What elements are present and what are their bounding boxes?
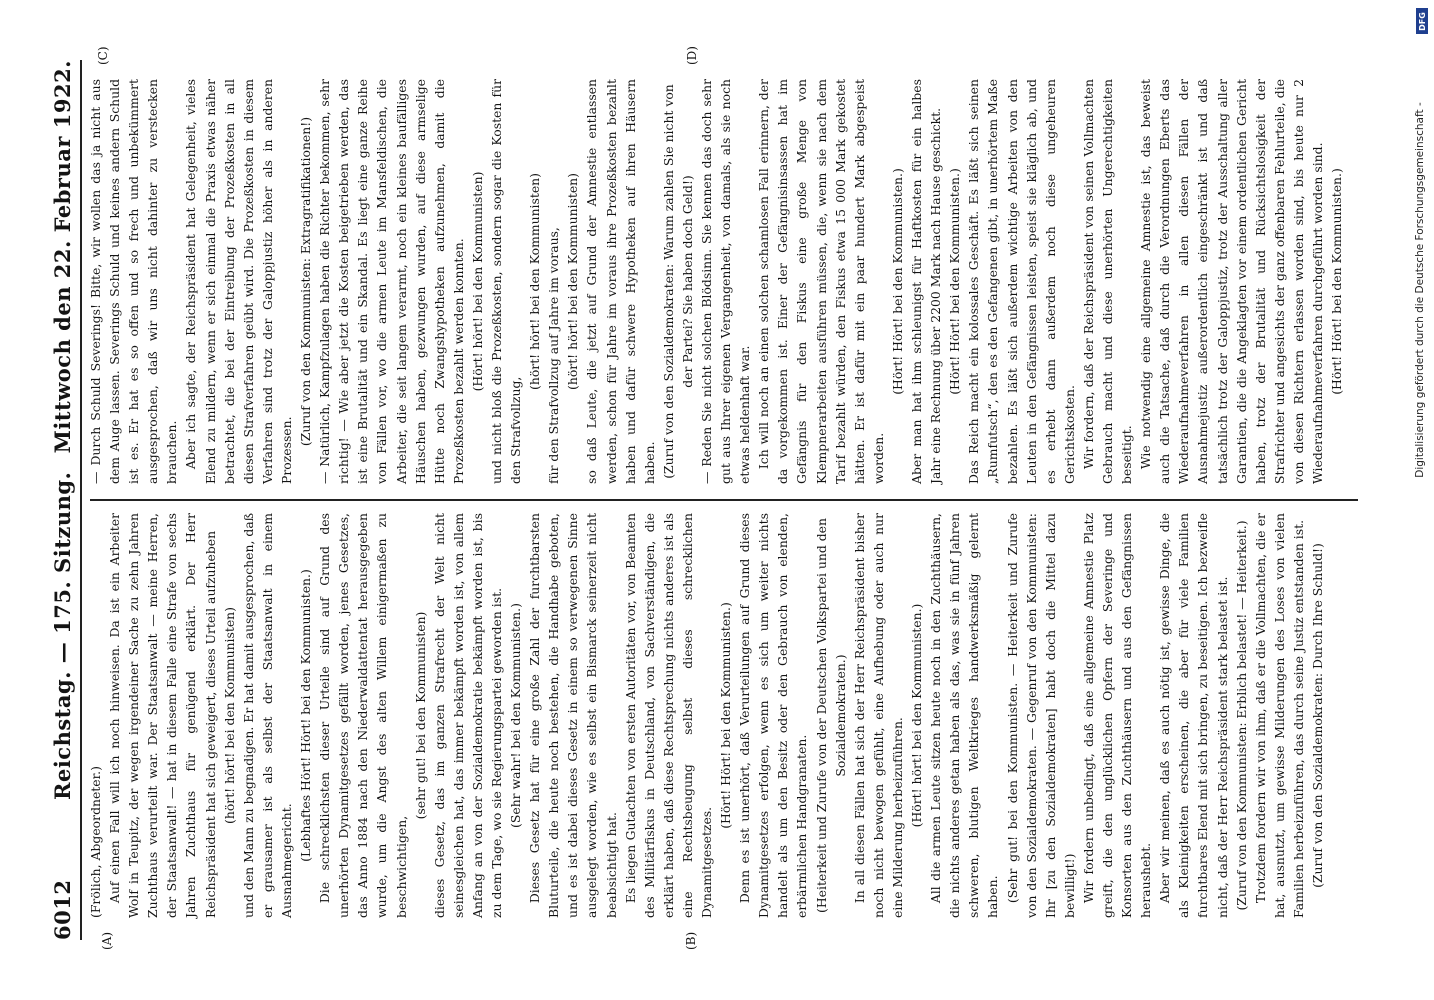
session-date: Mittwoch den 22. Februar 1922.	[50, 60, 75, 454]
paragraph: so daß Leute, die jetzt auf Grund der Amnestie entlassen werden, schon für Jahre im voraus ihre Prozeßkosten bezahlt haben und dafür schwere Hypotheken auf ihren Häusern haben.	[584, 79, 657, 484]
paragraph: Trotzdem fordern wir von ihm, daß er die Vollmachten, die er hat, ausnutzt, um gewisse Milderungen des Loses von vielen Familien herbeizuführen, das durch seine Justiz entstanden ist.	[1252, 513, 1306, 918]
interjection: (Hört! Hört! bei den Kommunisten.)	[947, 168, 963, 395]
paragraph: Auf einen Fall will ich noch hinweisen. Da ist ein Arbeiter Wolf in Teupitz, der wegen irgendeiner Sache zu zehn Jahren Zuchthaus verurteilt war. Der Staatsanwalt — meine Herren, der Staatsanwalt! — hat in diesem Falle eine Strafe von sechs Jahren Zuchthaus für genügend erklärt. Der Herr Reichspräsident hat sich geweigert, dieses Urteil aufzuheben	[107, 513, 218, 918]
paragraph: für den Strafvollzug auf Jahre im voraus,	[546, 227, 562, 484]
dfg-logo-text: DFG	[1417, 11, 1427, 31]
paragraph: — Durch Schuld Severings! Bitte, wir wollen das ja nicht aus dem Auge lassen. Severings Schuld und keines andern Schuld ist es. Er hat es so offen und so frech und unbekümmert ausgesprochen, daß wir uns nicht dahinter zu verstecken brauchen.	[88, 79, 180, 484]
interjection: (Heiterkeit und Zurufe von der Deutschen Volkspartei und den Sozialdemokraten.)	[813, 518, 848, 913]
session-title: Reichstag. — 175. Sitzung.	[50, 471, 75, 800]
interjection: (hört! hört! bei den Kommunisten)	[221, 607, 237, 824]
paragraph: Es liegen Gutachten von ersten Autoritäten vor, von Beamten des Militärfiskus in Deutschland, von Sachverständigen, die erklärt haben, daß diese Rechtsprechung nichts anderes ist als eine Rechtsbeugung selbst dieses schrecklichen Dynamitgesetzes.	[622, 513, 714, 918]
paragraph: Wie notwendig eine allgemeine Amnestie ist, das beweist auch die Tatsache, daß durch die Verordnungen Eberts das Wiederaufnahmeverfahren in allen diesen Fällen der Ausnahmejustiz außerordentlich eingeschränkt ist und daß tatsächlich trotz der Galoppjustiz, trotz der Ausschaltung aller Garantien, die die Angeklagten vor einem ordentlichen Gericht haben, trotz der Brutalität und Rücksichtslosigkeit der Strafrichter und angesichts der ganz offenbaren Fehlurteile, die von diesen Richtern erlassen worden sind, bis heute nur 2 Wiederaufnahmeverfahren durchgeführt worden sind.	[1138, 79, 1325, 484]
column-divider	[90, 499, 1358, 501]
interjection: (Zuruf von den Kommunisten: Extragratifikationen!)	[298, 116, 314, 447]
interjection: (Lebhaftes Hört! Hört! bei den Kommunisten.)	[298, 569, 314, 862]
paragraph: — Reden Sie nicht solchen Blödsinn. Sie kennen das doch sehr gut aus Ihrer eigenen Vergangenheit, von damals, als sie noch etwas heldenhaft war.	[699, 79, 753, 484]
interjection: (Hört! Hört! bei den Kommunisten.)	[718, 602, 734, 829]
interjection: (Hört! Hört! bei den Kommunisten.)	[1329, 168, 1345, 395]
interjection: (sehr gut! bei den Kommunisten)	[412, 611, 428, 820]
interjection: (Zuruf von den Kommunisten: Erblich belastet! — Heiterkeit.)	[1233, 520, 1249, 911]
paragraph: Wir fordern, daß der Reichspräsident von seinen Vollmachten Gebrauch macht und diese unerhörten Ungerechtigkeiten beseitigt.	[1080, 79, 1135, 484]
margin-marker-c: (C)	[96, 46, 110, 65]
interjection: (hört! hört! bei den Kommunisten)	[527, 173, 543, 390]
credit-text: Digitalisierung gefördert durch die Deutsche Forschungsgemeinschaft -	[1414, 102, 1426, 478]
interjection: (Hört! hört! bei den Kommunisten.)	[909, 603, 925, 828]
interjection: (Hört! hört! bei den Kommunisten)	[469, 171, 485, 392]
interjection: (hört! hört! bei den Kommunisten)	[565, 173, 581, 390]
digitization-credit	[1410, 10, 1430, 570]
paragraph: und nicht bloß die Prozeßkosten, sondern sogar die Kosten für den Strafvollzug,	[488, 79, 524, 484]
document-page	[40, 30, 1380, 970]
paragraph: Aber ich sagte, der Reichspräsident hat Gelegenheit, vieles Elend zu mildern, wenn er sich einmal die Praxis etwas näher betrachtet, die bei der Eintreibung der Prozeßkosten in all diesen Strafverfahren geübt wird. Die Prozeßkosten in diesem Verfahren sind trotz der Galoppjustiz höher als in anderen Prozessen.	[183, 79, 294, 484]
paragraph: Die schrecklichsten dieser Urteile sind auf Grund des unerhörten Dynamitgesetzes gefällt worden, jenes Gesetzes, das Anno 1884 nach den Niederwaldattentat herausgegeben wurde, um die Angst des alten Willem einigermaßen zu beschwichtigen,	[317, 513, 409, 918]
paragraph: und den Mann zu begnadigen. Er hat damit ausgesprochen, daß er grausamer ist als selbst der Staatsanwalt in einem Ausnahmegericht.	[240, 513, 294, 918]
margin-marker-b: (B)	[684, 931, 698, 950]
paragraph: In all diesen Fällen hat sich der Herr Reichspräsident bisher noch nicht bewogen gefühlt, eine Aufhebung oder auch nur eine Milderung herbeizuführen.	[851, 513, 905, 918]
paragraph: Wir fordern unbedingt, daß eine allgemeine Amnestie Platz greift, die den unglücklichen Opfern der Severinge und Konsorten aus den Zuchthäusern und aus den Gefängnissen heraushebt.	[1080, 513, 1154, 918]
paragraph: All die armen Leute sitzen heute noch in den Zuchthäusern, die nichts anderes getan haben als das, was sie in fünf Jahren schweren, blutigen Weltkrieges handwerksmäßig gelernt haben.	[928, 513, 1001, 918]
paragraph: — Natürlich, Kampfzulagen haben die Richter bekommen, sehr richtig! — Wie aber jetzt die Kosten beigetrieben werden, das ist eine Brutalität und ein Skandal. Es liegt eine ganze Reihe von Fällen vor, wo die armen Leute im Mansfeldischen, die Arbeiter, die seit langem verarmt, noch ein kleines baufälliges Häuschen haben, gezwungen wurden, auf diese armselige Hütte noch Zwangshypotheken aufzunehmen, damit die Prozeßkosten bezahlt werden konnten.	[317, 79, 466, 484]
margin-marker-d: (D)	[685, 46, 699, 65]
paragraph: Ich will noch an einen solchen schamlosen Fall erinnern, der da vorgekommen ist. Einer der Gefängnisinsassen hat im Gefängnis für den Fiskus eine große Menge von Klempnerarbeiten ausführen müssen, die, wenn sie nach dem Tarif bezahlt würden, den Fiskus etwa 15 000 Mark gekostet hätten. Er ist dafür mit ein paar hundert Mark abgespeist worden.	[756, 79, 886, 484]
paragraph: Denn es ist unerhört, daß Verurteilungen auf Grund dieses Dynamitgesetzes erfolgen, wenn es sich um weiter nichts handelt als um den Besitz oder den Gebrauch von elenden, erbärmlichen Handgranaten.	[737, 513, 810, 918]
paragraph: Aber man hat ihm schleunigst für Haftkosten für ein halbes Jahr eine Rechnung über 2200 Mark nach Hause geschickt.	[909, 79, 944, 484]
interjection: (Zuruf von den Sozialdemokraten: Durch Ihre Schuld!)	[1310, 543, 1325, 888]
paragraph: dieses Gesetz, das im ganzen Strafrecht der Welt nicht seinesgleichen hat, das immer bekämpft worden ist, von allem Anfang an von der Sozialdemokratie bekämpft worden ist, bis zu dem Tage, wo sie Regierungspartei geworden ist.	[431, 513, 504, 918]
interjection: (Zuruf von den Sozialdemokraten: Warum zahlen Sie nicht von der Partei? Sie haben doch Geld!)	[660, 84, 695, 479]
margin-marker-a: (A)	[100, 931, 114, 950]
right-column	[86, 79, 1346, 484]
interjection: (Sehr wahr! bei den Kommunisten.)	[508, 603, 524, 828]
interjection: (Sehr gut! bei den Kommunisten. — Heiterkeit und Zurufe von den Sozialdemokraten. — Gegenruf von den Kommunisten: Ihr [zu den Sozialdemokraten] habt doch die Mittel dazu bewilligt!)	[1004, 513, 1077, 918]
page-number: 6012	[50, 879, 75, 940]
left-column	[86, 513, 1327, 918]
paragraph: Das Reich macht ein kolossales Geschäft. Es läßt sich seinen „Rumfutsch“, den es den Gefangenen gibt, in unerhörtem Maße bezahlen. Es läßt sich außerdem wichtige Arbeiten von den Leuten in den Gefängnissen leisten, speist sie kläglich ab, und es erhebt dann außerdem noch diese ungeheuren Gerichtskosten.	[966, 79, 1077, 484]
interjection: (Hört! Hört! bei den Kommunisten.)	[889, 168, 905, 395]
paragraph: Dieses Gesetz hat für eine große Zahl der furchtbarsten Bluturteile, die heute noch bestehen, die Handhabe geboten, und es ist dabei dieses Gesetz in einem so verwegenen Sinne ausgelegt worden, wie es selbst ein Bismarck seinerzeit nicht beabsichtigt hat.	[527, 513, 619, 918]
dfg-logo	[1416, 8, 1428, 34]
page-header	[46, 60, 82, 940]
paragraph: Aber wir meinen, daß es auch nötig ist, gewisse Dinge, die als Kleinigkeiten erscheinen, die aber für viele Familien furchtbares Elend mit sich bringen, zu beseitigen. Ich bezweifle nicht, daß der Herr Reichspräsident stark belastet ist.	[1157, 513, 1230, 918]
speaker-label: (Frölich, Abgeordneter.)	[88, 766, 103, 918]
